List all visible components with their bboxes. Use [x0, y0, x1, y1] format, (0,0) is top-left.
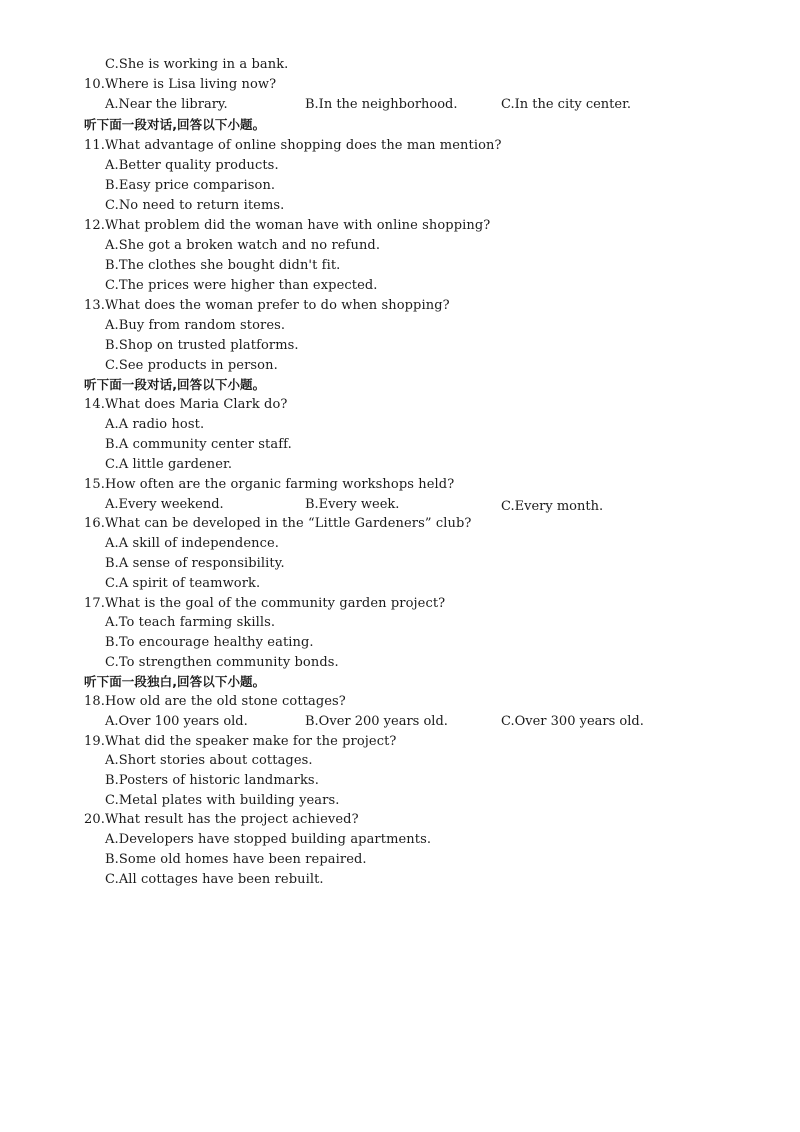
q11-option-c: C.No need to return items.: [105, 198, 285, 213]
q17-option-c: C.To strengthen community bonds.: [105, 655, 339, 670]
question-17: 17.What is the goal of the community garden project?: [84, 596, 446, 611]
q13-option-a: A.Buy from random stores.: [105, 318, 286, 333]
section-instruction-1: 听下面一段对话,回答以下小题。: [84, 117, 266, 132]
q18-option-a: A.Over 100 years old.: [105, 714, 248, 729]
q18-option-b: B.Over 200 years old.: [305, 714, 448, 729]
question-15: 15.How often are the organic farming workshops held?: [84, 477, 455, 492]
q14-option-c: C.A little gardener.: [105, 457, 233, 472]
question-18: 18.How old are the old stone cottages?: [84, 694, 346, 709]
q20-option-a: A.Developers have stopped building apartments.: [105, 832, 432, 847]
q16-option-a: A.A skill of independence.: [105, 536, 279, 551]
question-14: 14.What does Maria Clark do?: [84, 397, 288, 412]
q20-option-c: C.All cottages have been rebuilt.: [105, 872, 324, 887]
question-19: 19.What did the speaker make for the project?: [84, 734, 397, 749]
q13-option-c: C.See products in person.: [105, 358, 278, 373]
question-15-options: [105, 497, 665, 513]
q19-option-c: C.Metal plates with building years.: [105, 793, 340, 808]
q12-option-c: C.The prices were higher than expected.: [105, 278, 378, 293]
q10-option-a: A.Near the library.: [105, 97, 228, 112]
q12-option-b: B.The clothes she bought didn't fit.: [105, 258, 341, 273]
q19-option-a: A.Short stories about cottages.: [105, 753, 313, 768]
q19-option-b: B.Posters of historic landmarks.: [105, 773, 319, 788]
q14-option-a: A.A radio host.: [105, 417, 205, 432]
question-18-options: [105, 714, 665, 730]
q15-option-a: A.Every weekend.: [105, 497, 224, 512]
q13-option-b: B.Shop on trusted platforms.: [105, 338, 299, 353]
q20-option-b: B.Some old homes have been repaired.: [105, 852, 367, 867]
q16-option-c: C.A spirit of teamwork.: [105, 576, 261, 591]
question-12: 12.What problem did the woman have with online shopping?: [84, 218, 491, 233]
q10-option-c: C.In the city center.: [501, 97, 631, 112]
section-instruction-3: 听下面一段独白,回答以下小题。: [84, 674, 266, 689]
q11-option-a: A.Better quality products.: [105, 158, 279, 173]
question-11: 11.What advantage of online shopping does the man mention?: [84, 138, 502, 153]
q14-option-b: B.A community center staff.: [105, 437, 292, 452]
question-10: 10.Where is Lisa living now?: [84, 77, 277, 92]
q15-option-b: B.Every week.: [305, 497, 400, 512]
question-10-options: [105, 97, 665, 113]
section-instruction-2: 听下面一段对话,回答以下小题。: [84, 377, 266, 392]
question-13: 13.What does the woman prefer to do when shopping?: [84, 298, 450, 313]
q15-option-c: C.Every month.: [501, 499, 604, 514]
q9-option-c: C.She is working in a bank.: [105, 57, 289, 72]
question-16: 16.What can be developed in the “Little Gardeners” club?: [84, 516, 472, 531]
q17-option-a: A.To teach farming skills.: [105, 615, 276, 630]
q16-option-b: B.A sense of responsibility.: [105, 556, 285, 571]
question-20: 20.What result has the project achieved?: [84, 812, 359, 827]
q17-option-b: B.To encourage healthy eating.: [105, 635, 314, 650]
q11-option-b: B.Easy price comparison.: [105, 178, 276, 193]
q18-option-c: C.Over 300 years old.: [501, 714, 644, 729]
q10-option-b: B.In the neighborhood.: [305, 97, 458, 112]
q12-option-a: A.She got a broken watch and no refund.: [105, 238, 381, 253]
